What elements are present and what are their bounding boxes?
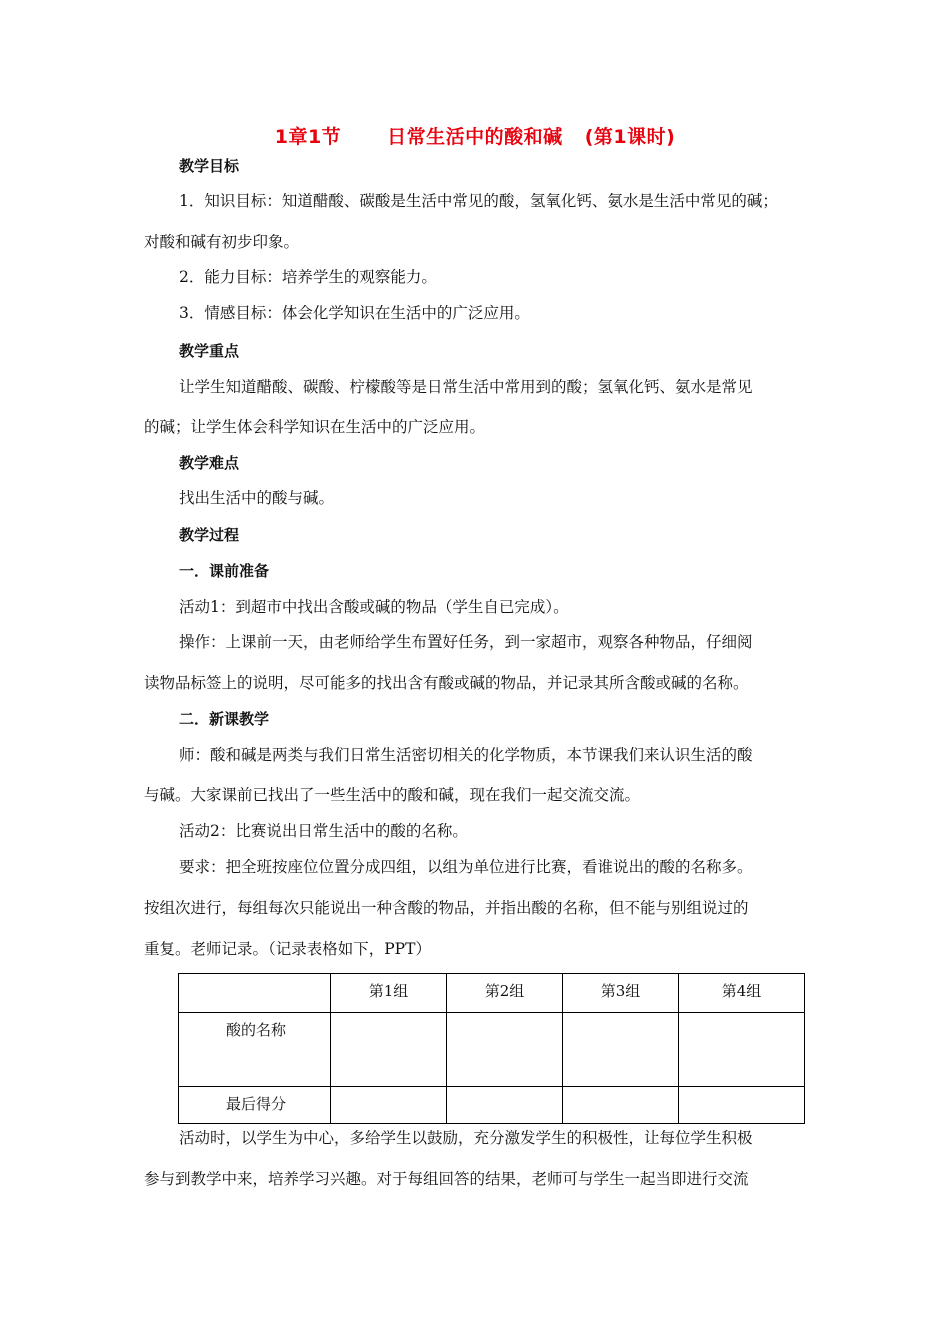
table-header-cell: 第1组	[331, 974, 447, 1013]
table-row-label: 最后得分	[179, 1087, 331, 1124]
paragraph-line: 与碱。大家课前已找出了一些生活中的酸和碱，现在我们一起交流交流。	[144, 786, 641, 804]
heading-key-points: 教学重点	[179, 342, 240, 360]
page-title	[0, 122, 950, 149]
table-cell	[447, 1087, 563, 1124]
paragraph-line: 重复。老师记录。（记录表格如下，PPT）	[144, 940, 431, 958]
table-header-cell: 第2组	[447, 974, 563, 1013]
paragraph-line: 按组次进行，每组每次只能说出一种含酸的物品，并指出酸的名称，但不能与别组说过的	[144, 899, 749, 917]
heading-difficulty: 教学难点	[179, 454, 240, 472]
section-heading-prep: 一．课前准备	[179, 562, 270, 580]
table-cell	[679, 1087, 805, 1124]
table-row	[179, 1087, 805, 1124]
table-header-row	[179, 974, 805, 1013]
paragraph-line: 参与到教学中来，培养学习兴趣。对于每组回答的结果，老师可与学生一起当即进行交流	[144, 1170, 749, 1188]
table-cell	[331, 1013, 447, 1087]
heading-objectives: 教学目标	[179, 157, 240, 175]
paragraph-line: 的碱；让学生体会科学知识在生活中的广泛应用。	[144, 418, 486, 436]
table-row	[179, 1013, 805, 1087]
title-chapter: 1章1节	[274, 126, 342, 148]
table-cell	[331, 1087, 447, 1124]
table-header-cell: 第4组	[679, 974, 805, 1013]
paragraph-line: 找出生活中的酸与碱。	[179, 489, 335, 507]
paragraph-line: 活动时，以学生为中心，多给学生以鼓励，充分激发学生的积极性，让每位学生积极	[179, 1129, 753, 1147]
title-topic: 日常生活中的酸和碱	[387, 126, 563, 148]
paragraph-line: 师：酸和碱是两类与我们日常生活密切相关的化学物质，本节课我们来认识生活的酸	[179, 746, 753, 764]
table-header-cell: 第3组	[563, 974, 679, 1013]
paragraph-line: 操作：上课前一天，由老师给学生布置好任务，到一家超市，观察各种物品，仔细阅	[179, 633, 753, 651]
paragraph-line: 活动2：比赛说出日常生活中的酸的名称。	[179, 822, 468, 840]
title-lesson: (第1课时)	[584, 126, 676, 148]
table-cell	[447, 1013, 563, 1087]
paragraph-line: 要求：把全班按座位位置分成四组，以组为单位进行比赛，看谁说出的酸的名称多。	[179, 858, 753, 876]
section-heading-new-lesson: 二．新课教学	[179, 710, 270, 728]
paragraph-line: 对酸和碱有初步印象。	[144, 233, 300, 251]
paragraph-line: 3．情感目标：体会化学知识在生活中的广泛应用。	[179, 304, 530, 322]
paragraph-line: 2．能力目标：培养学生的观察能力。	[179, 268, 437, 286]
table-row-label: 酸的名称	[179, 1013, 331, 1087]
paragraph-line: 1．知识目标：知道醋酸、碳酸是生活中常见的酸，氢氧化钙、氨水是生活中常见的碱；	[179, 192, 778, 210]
table-cell	[563, 1013, 679, 1087]
table-cell	[563, 1087, 679, 1124]
table-cell	[679, 1013, 805, 1087]
score-table	[178, 973, 805, 1124]
paragraph-line: 活动1：到超市中找出含酸或碱的物品（学生自已完成）。	[179, 598, 569, 616]
table-header-cell	[179, 974, 331, 1013]
paragraph-line: 让学生知道醋酸、碳酸、柠檬酸等是日常生活中常用到的酸；氢氧化钙、氨水是常见	[179, 378, 753, 396]
heading-process: 教学过程	[179, 526, 240, 544]
paragraph-line: 读物品标签上的说明，尽可能多的找出含有酸或碱的物品，并记录其所含酸或碱的名称。	[144, 674, 749, 692]
